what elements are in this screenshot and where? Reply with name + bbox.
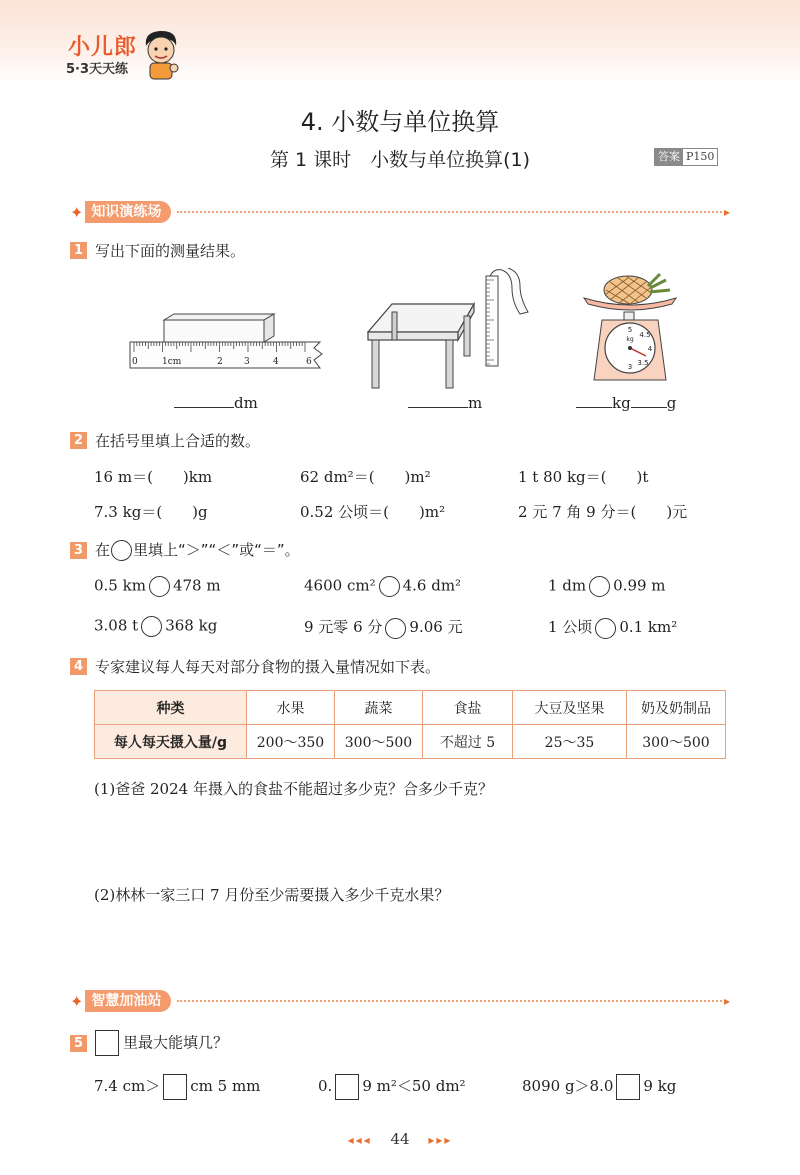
arrow-right-icon: ▸	[723, 994, 730, 1008]
section-label: 知识演练场	[85, 201, 171, 223]
scale-unit-label: kg	[626, 336, 634, 343]
answer-box[interactable]	[335, 1074, 359, 1100]
question-text: 在括号里填上合适的数。	[95, 432, 261, 450]
scale-tick-label: 3.5	[637, 359, 649, 367]
table-cell: 25～35	[513, 725, 627, 759]
compare-circle[interactable]	[379, 576, 400, 597]
circle-icon	[111, 540, 132, 561]
unit-label: kg	[612, 394, 631, 412]
q3-item: 9 元零 6 分 9.06 元	[304, 616, 463, 639]
ruler-tick-label: 0	[132, 357, 138, 367]
q3-item: 1 公顷 0.1 km²	[548, 616, 677, 639]
table-cell: 300～500	[627, 725, 726, 759]
table-cell: 每人每天摄入量/g	[95, 725, 247, 759]
q2-item: 16 m＝( )km	[94, 468, 213, 486]
compare-circle[interactable]	[595, 618, 616, 639]
table-cell: 不超过 5	[423, 725, 513, 759]
question-number: 2	[70, 432, 87, 449]
answer-1b	[408, 394, 482, 412]
page-footer	[0, 1130, 800, 1148]
question-5	[70, 1030, 228, 1056]
section-divider	[177, 211, 722, 213]
section-star-icon: ✦	[70, 991, 84, 1011]
q3-item: 0.5 km 478 m	[94, 576, 221, 597]
q2-item: 2 元 7 角 9 分＝( )元	[518, 503, 688, 521]
table-cell: 300～500	[335, 725, 423, 759]
question-text: 写出下面的测量结果。	[95, 242, 246, 260]
q2-item: 1 t 80 kg＝( )t	[518, 468, 649, 486]
arrow-left-icon: ◂◂◂	[347, 1133, 372, 1147]
question-2	[70, 430, 260, 451]
scale-figure	[580, 268, 688, 384]
arrow-right-icon: ▸▸▸	[428, 1133, 453, 1147]
table-header-cell: 奶及奶制品	[627, 691, 726, 725]
brand-logo: 小儿郎	[68, 35, 138, 60]
question-1	[70, 240, 245, 261]
brand-subtitle: 5·3天天练	[66, 62, 129, 77]
question-number: 1	[70, 242, 87, 259]
question-text: 里填上“＞”“＜”或“＝”。	[133, 541, 300, 559]
question-text: 里最大能填几？	[123, 1033, 229, 1052]
ruler-tick-label: 6	[306, 357, 312, 367]
compare-circle[interactable]	[149, 576, 170, 597]
q5-item: 8090 g＞8.0 9 kg	[522, 1074, 676, 1100]
question-text: 专家建议每人每天对部分食物的摄入量情况如下表。	[95, 658, 441, 676]
question-number: 3	[70, 542, 87, 559]
section-banner-2	[70, 990, 730, 1012]
answer-blank[interactable]	[631, 407, 667, 408]
q2-item: 7.3 kg＝( )g	[94, 503, 208, 521]
q5-item: 0. 9 m²＜50 dm²	[318, 1074, 466, 1100]
question-4	[70, 656, 440, 677]
scale-tick-label: 3	[627, 363, 633, 371]
food-intake-table	[94, 690, 726, 759]
q4-subquestion-1: (1)爸爸 2024 年摄入的食盐不能超过多少克？合多少千克？	[94, 780, 493, 798]
table-row	[95, 725, 726, 759]
answer-box[interactable]	[163, 1074, 187, 1100]
answer-1a	[174, 394, 258, 412]
answer-blank[interactable]	[576, 407, 612, 408]
question-number: 5	[70, 1035, 87, 1052]
table-cell: 200～350	[247, 725, 335, 759]
q2-item: 62 dm²＝( )m²	[300, 468, 431, 486]
table-header-cell: 食盐	[423, 691, 513, 725]
compare-circle[interactable]	[589, 576, 610, 597]
square-icon	[95, 1030, 119, 1056]
section-label: 智慧加油站	[85, 990, 171, 1012]
table-header-row	[95, 691, 726, 725]
section-divider	[177, 1000, 722, 1002]
section-banner-1	[70, 201, 730, 223]
q5-item: 7.4 cm＞ cm 5 mm	[94, 1074, 260, 1100]
table-header-cell: 蔬菜	[335, 691, 423, 725]
arrow-right-icon: ▸	[723, 205, 730, 219]
table-header-cell: 大豆及坚果	[513, 691, 627, 725]
page-number: 44	[390, 1130, 410, 1148]
unit-label: g	[666, 394, 677, 412]
table-header-cell: 水果	[247, 691, 335, 725]
lesson-title: 第 1 课时 小数与单位换算(1)	[269, 149, 531, 171]
answer-box[interactable]	[616, 1074, 640, 1100]
answer-page-tag	[654, 148, 718, 166]
question-text: 在	[95, 541, 111, 559]
table-figure	[362, 268, 537, 392]
question-number: 4	[70, 658, 87, 675]
question-3	[70, 539, 300, 561]
section-star-icon: ✦	[70, 202, 84, 222]
answer-tag-page: P150	[686, 150, 715, 163]
q4-subquestion-2: (2)林林一家三口 7 月份至少需要摄入多少千克水果？	[94, 886, 450, 904]
ruler-tick-label: 1cm	[162, 357, 182, 367]
q3-item: 3.08 t 368 kg	[94, 616, 217, 637]
compare-circle[interactable]	[385, 618, 406, 639]
answer-1c	[576, 394, 676, 412]
unit-label: m	[468, 394, 483, 412]
q3-item: 1 dm 0.99 m	[548, 576, 666, 597]
compare-circle[interactable]	[141, 616, 162, 637]
table-header-cell: 种类	[95, 691, 247, 725]
ruler-tick-label: 2	[217, 357, 223, 367]
scale-tick-label: 4.5	[639, 331, 651, 339]
answer-blank[interactable]	[408, 407, 468, 408]
answer-tag-label: 答案	[655, 149, 683, 165]
scale-tick-label: 5	[627, 326, 633, 334]
ruler-figure	[128, 312, 328, 378]
q3-item: 4600 cm² 4.6 dm²	[304, 576, 461, 597]
ruler-tick-label: 4	[273, 357, 279, 367]
unit-title: 4. 小数与单位换算	[300, 108, 500, 136]
scale-tick-label: 4	[647, 345, 653, 353]
unit-label: dm	[234, 394, 258, 412]
ruler-tick-label: 3	[244, 357, 250, 367]
answer-blank[interactable]	[174, 407, 234, 408]
mascot-icon	[138, 28, 184, 82]
q2-item: 0.52 公顷＝( )m²	[300, 503, 446, 521]
